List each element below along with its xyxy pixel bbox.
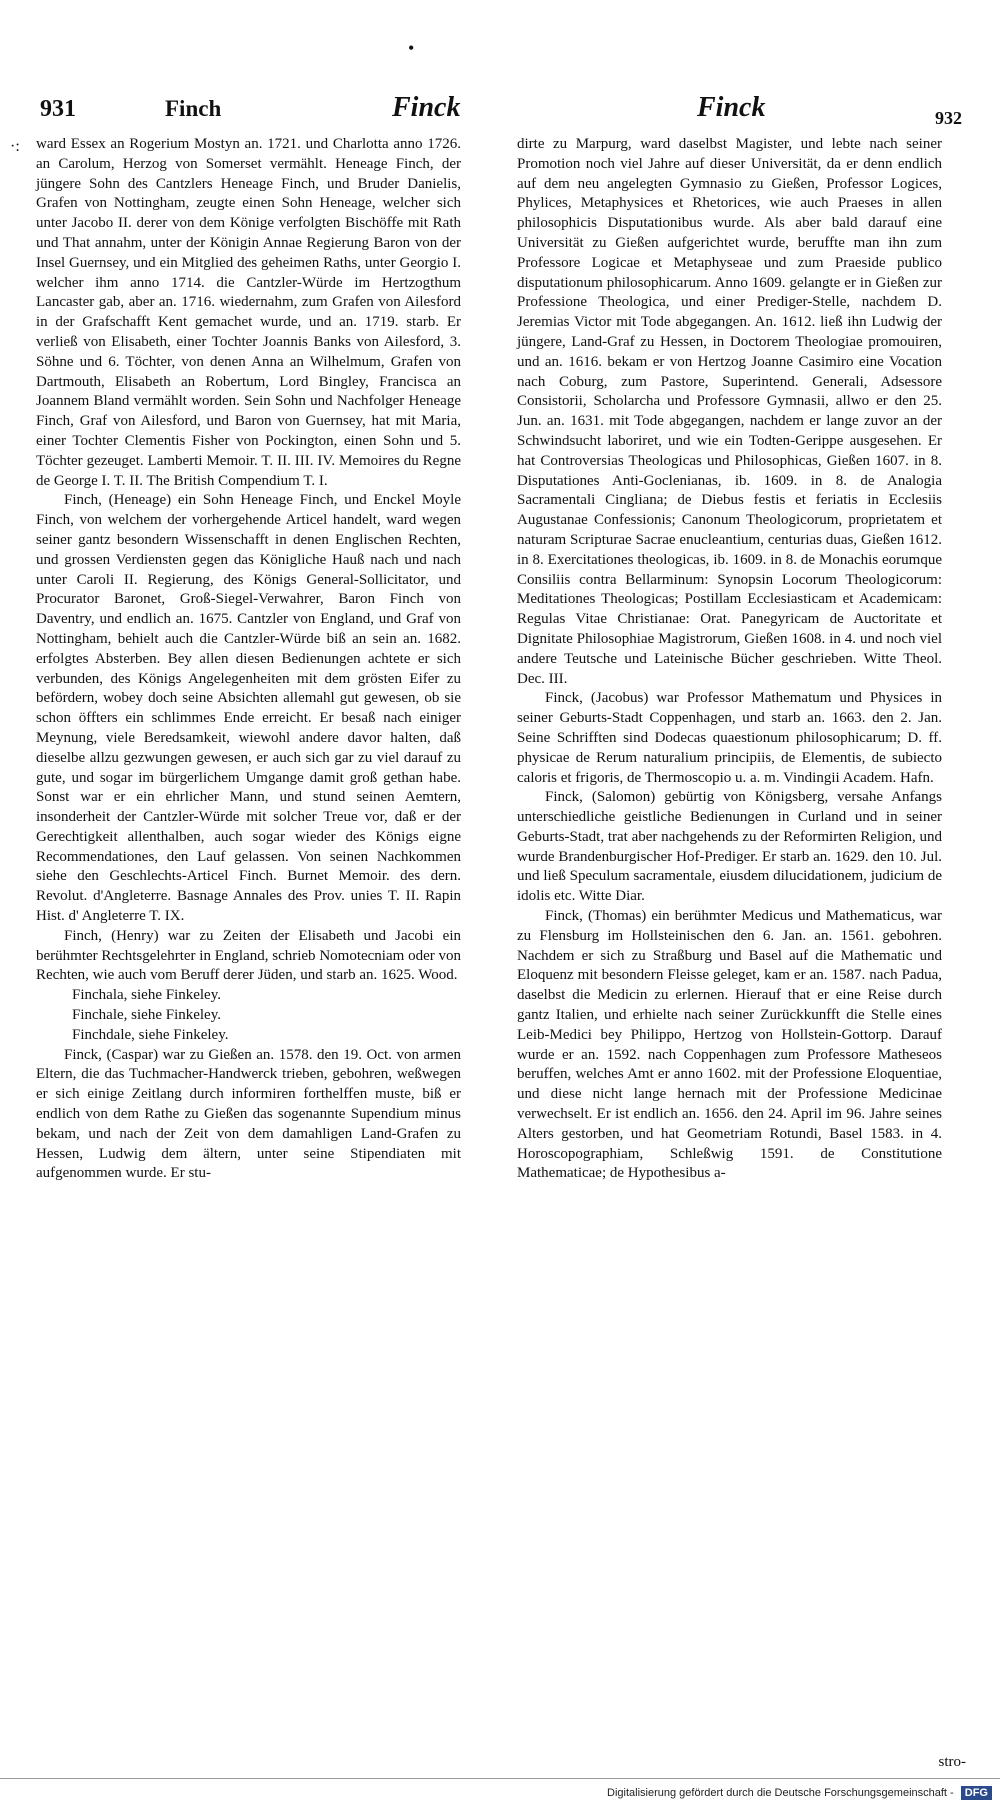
footer-rule bbox=[0, 1778, 1000, 1779]
left-column bbox=[36, 135, 461, 1184]
page-header bbox=[30, 92, 975, 126]
running-head-left: Finck bbox=[392, 92, 461, 123]
ornament-dot: • bbox=[408, 38, 415, 58]
right-column bbox=[517, 135, 942, 1184]
page-number-left: 931 bbox=[40, 96, 76, 122]
dfg-logo: DFG bbox=[961, 1786, 992, 1800]
paragraph: Finch, (Heneage) ein Sohn Heneage Finch, und Enckel Moyle Finch, von welchem der vorhergehende Articel handelt, ward wegen seiner gantz besondern Wissenschafft in denen Englischen Rechten, und grossen Verdiensten gegen das Königliche Hauß nach und nach unter Caroli II. Regierung, des Königs General-Sollicitator, und Procurator Baronet, Groß-Siegel-Verwahrer, Baron Finch von Daventry, und endlich an. 1675. Cantzler von England, und Graf von Nottingham, behielt auch die Cantzler-Würde biß an sein an. 1682. erfolgtes Absterben. Bey allen diesen Bedienungen achtete er sich verbunden, des Königs Angelegenheiten mit dem grösten Eifer zu befördern, wobey doch seine Absichten allemahl gut gewesen, ob sie schon öffters ein schlimmes Ende erreicht. Er besaß nach einiger Meynung, viele Beredsamkeit, wiewohl andere davor halten, daß dieselbe allzu gezwungen gewesen, er auch sich gar zu viel darauf zu gute, und sogar im bürgerlichem Umgange damit groß gethan habe. Sonst war er ein ehrlicher Mann, und stund seinen Aemtern, insonderheit der Cantzler-Würde mit solcher Treue vor, daß er der Gerechtigkeit allenthalben, auch sogar wieder des Königs eigne Recommendationes, den Lauf gelassen. Von seinen Nachkommen siehe den Geschlechts-Articel Finch. Burnet Memoir. des dern. Revolut. d'Angleterre. Basnage Annales des Prov. unies T. II. Rapin Hist. d' Angleterre T. IX. bbox=[36, 492, 461, 925]
footer-credit-text: Digitalisierung gefördert durch die Deutsche Forschungsgemeinschaft - bbox=[607, 1787, 954, 1799]
running-head-right: Finck bbox=[697, 92, 766, 123]
catchword: stro- bbox=[938, 1754, 966, 1770]
paragraph: Finchala, siehe Finkeley. bbox=[72, 987, 221, 1004]
paragraph: Finck, (Caspar) war zu Gießen an. 1578. den 19. Oct. von armen Eltern, die das Tuchmacher-Handwerck trieben, gebohren, weßwegen er sich einige Zeitlang durch informiren forthelffen muste, biß er endlich von dem Rathe zu Gießen das sogenannte Supendium minus bekam, und nach der Zeit von dem damahligen Land-Grafen zu Hessen, Ludwig dem ältern, unter seine Stipendiaten mit aufgenommen wurde. Er stu- bbox=[36, 1046, 461, 1182]
paragraph: Finck, (Salomon) gebürtig von Königsberg, versahe Anfangs unterschiedliche geistliche Bedienungen in Curland und in seiner Geburts-Stadt, trat aber nachgehends zu der Reformirten Religion, und wurde Brandenburgischer Hof-Prediger. Er starb an. 1629. den 10. Jul. und ließ Speculum sacramentale, eiusdem dilucidationem, judicium de idolis etc. Witte Diar. bbox=[517, 789, 942, 905]
paragraph: Finchale, siehe Finkeley. bbox=[72, 1007, 221, 1024]
paragraph: Finchdale, siehe Finkeley. bbox=[72, 1026, 229, 1043]
catchword-header-left: Finch bbox=[165, 96, 222, 121]
page-number-right: 932 bbox=[935, 108, 962, 128]
margin-mark: ·: bbox=[10, 138, 20, 155]
paragraph: dirte zu Marpurg, ward daselbst Magister, und lebte nach seiner Promotion noch viel Jahre auf dieser Universität, da er denn endlich auf dem neu angelegten Gymnasio zu Gießen, Professor Logices, Phylices, Metaphysices et Rhetorices, wie auch Praeses in allen philosophicis Disputationibus wurde. Als aber bald darauf eine Universität zu Gießen aufgerichtet wurde, beruffte man ihn zum Professore Logicae et Metaphyseae und zum Praeside publico disputationum philosophicarum. Anno 1609. gelangte er in Gießen zur Professione Theologica, und einer Prediger-Stelle, nachdem D. Jeremias Victor mit Tode abgegangen. An. 1612. ließ ihn Ludwig der jüngere, Land-Graf zu Hessen, in Doctorem Theologiae promouiren, und an. 1616. bekam er von Hertzog Joanne Casimiro eine Vocation nach Coburg, zum Pastore, Superintend. Generali, Adsessore Consistorii, Scholarcha und Professore Gymnasii, allwo er den 25. Jun. an. 1631. mit Tode abgegangen, nachdem er lange zuvor an der Schwindsucht laboriret, und wie ein Todten-Gerippe ausgesehen. Er hat Controversias Theologicas und Philosophicas, Gießen 1607. in 8. Disputationes Anti-Goclenianas, ib. 1609. in 8. de Analogia Sacramentali Cingliana; de Diebus festis et feriatis in Ecclesiis Augustanae Confessionis; Canonum Theologicorum, proprietatem et naturam Scripturae Sacrae enucleantium, centurias duas, Gießen 1612. in 8. Exercitationes theologicas, ib. 1609. in 8. de Monachis eorumque Consiliis contra Bellarminum: Synopsin Locorum Theologicorum: Meditationes Theologicas; Postillam Ecclesiasticam et Academicam: Regulas Vitae Christianae: Orat. Panegyricam de Auctoritate et Dignitate Philosophiae Magistrorum, Gießen 1608. in 4. und noch viel andere Teutsche und Lateinische Bücher geschrieben. Witte Theol. Dec. III. bbox=[517, 136, 942, 687]
paragraph: Finck, (Jacobus) war Professor Mathematum und Physices in seiner Geburts-Stadt Coppenhagen, und starb an. 1663. den 2. Jan. Seine Schrifften sind Dodecas quaestionum philosophicarum; D. ff. physicae de Rerum naturalium principiis, de Elementis, de subiecto caloris et frigoris, de Thermoscopio u. a. m. Vindingii Academ. Hafn. bbox=[517, 690, 942, 786]
paragraph: ward Essex an Rogerium Mostyn an. 1721. und Charlotta anno 1726. an Carolum, Herzog von Somerset vermählt. Heneage Finch, der jüngere Sohn des Cantzlers Heneage Finch, und Bruder Danielis, Grafen von Nottingham, zeugte einen Sohn Heneage, welcher sich unter Jacobo II. derer von dem Könige verfolgten Bischöffe mit Rath und That annahm, unter der Königin Annae Regierung Baron von der Insel Guernsey, und ein Mitglied des geheimen Raths, unter Georgio I. welcher ihm anno 1714. die Cantzler-Würde im Hertzogthum Lancaster gab, aber an. 1716. wiedernahm, zum Grafen von Ailesford in der Grafschafft Kent gemachet wurde, und an. 1719. starb. Er verließ von Elisabeth, einer Tochter Joannis Banks von Ailesford, 3. Söhne und 6. Töchter, von denen Anna an Wilhelmum, Grafen von Dartmouth, Elisabeth an Robertum, Lord Bingley, Francisca an Joannem Bland vermählt worden. Sein Sohn und Nachfolger Heneage Finch, Graf von Ailesford, und Baron von Guernsey, hat mit Maria, einer Tochter Clementis Fisher von Pockington, einen Sohn und 5. Töchter gezeuget. Lamberti Memoir. T. II. III. IV. Memoires du Regne de George I. T. II. The British Compendium T. I. bbox=[36, 136, 461, 489]
paragraph: Finck, (Thomas) ein berühmter Medicus und Mathematicus, war zu Flensburg im Hollsteinischen den 6. Jan. an. 1561. gebohren. Nachdem er sich zu Straßburg und Basel auf die Mathematic und Eloquenz mit besondern Fleisse geleget, kam er an. 1587. nach Padua, daselbst die Medicin zu erlernen. Hierauf that er eine Reise durch gantz Italien, und erhielte nach seiner Zurückkunfft die Stelle eines Leib-Medici bey Philippo, Hertzog von Hollstein-Gottorp. Darauf wurde er an. 1592. nach Coppenhagen zum Professore Matheseos beruffen, welches Amt er anno 1602. mit der Professione Eloquentiae, und diese nicht lange hernach mit der Professione Medicinae verwechselt. Er ist endlich an. 1656. den 24. April im 96. Jahre seines Alters gestorben, und hat Geometriam Rotundi, Basel 1583. in 4. Horoscopographiam, Schleßwig 1591. de Constitutione Mathematicae; de Hypothesibus a- bbox=[517, 908, 942, 1182]
paragraph: Finch, (Henry) war zu Zeiten der Elisabeth und Jacobi ein berühmter Rechtsgelehrter in England, schrieb Nomotecniam oder von Rechten, wie auch vom Beruff derer Jüden, und starb an. 1625. Wood. bbox=[36, 927, 461, 984]
footer-credit bbox=[607, 1786, 992, 1800]
